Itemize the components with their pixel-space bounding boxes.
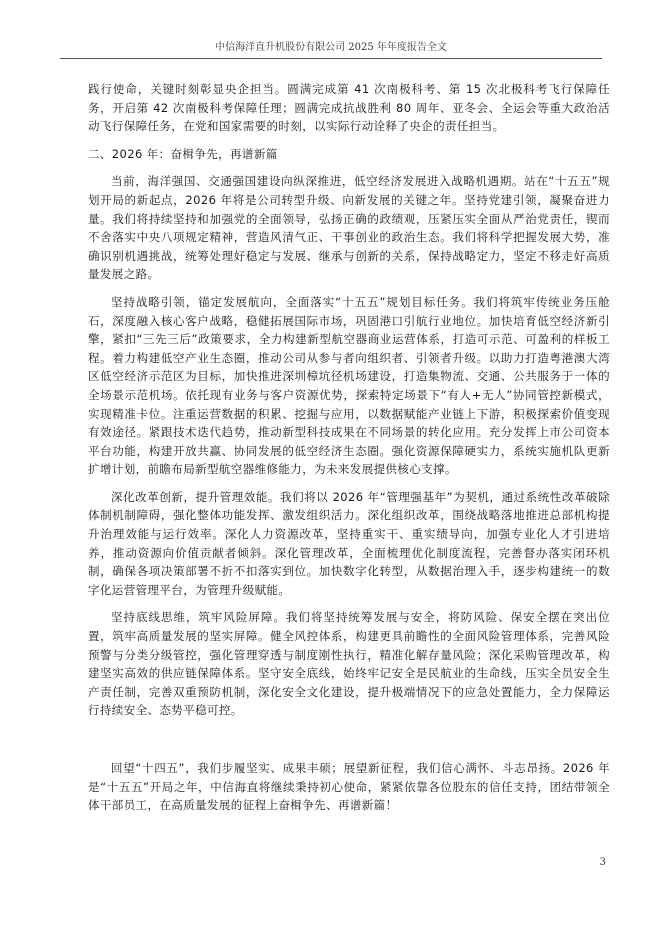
paragraph-spacer — [88, 729, 610, 759]
section-heading: 二、2026 年：奋楫争先，再谱新篇 — [88, 146, 278, 161]
paragraph-reform: 深化改革创新，提升管理效能。我们将以 2026 年“管理强基年”为契机，通过系统性改革破除体制机制障碍，强化整体功能发挥、激发组织活力。深化组织改革，围绕战略落地推进总部机构提升治理效能与运行效率。深化人力资源改革，坚持重实干、重实绩导向，加强专业化人才引进培养，推动资源向价值贡献者倾斜。深化管理改革，全面梳理优化制度流程，完善督办落实闭环机制，确保各项决策部署不折不扣落实到位。加快数字化转型，从数据治理入手，逐步构建统一的数字化运营管理平台，为管理升级赋能。 — [88, 489, 610, 597]
page-header — [60, 41, 602, 59]
page-number: 3 — [599, 857, 606, 868]
paragraph-continuation: 践行使命，关键时刻彰显央企担当。圆满完成第 41 次南极科考、第 15 次北极科考飞行保障任务，开启第 42 次南极科考保障任理；圆满完成抗战胜利 80 周年、亚冬会、全运会等重大政治活动飞行保障任务，在党和国家需要的时刻，以实际行动诠释了央企的责任担当。 — [88, 82, 610, 134]
header-title: 中信海洋直升机股份有限公司 2025 年年度报告全文 — [215, 42, 447, 53]
paragraph-current-situation: 当前，海洋强国、交通强国建设向纵深推进，低空经济发展进入战略机遇期。站在“十五五”规划开局的新起点，2026 年将是公司转型升级、向新发展的关键之年。坚持党建引领，凝聚奋进力量。我们将持续坚持和加强党的全面领导，弘扬正确的政绩观，压紧压实全面从严治党责任，锲而不舍落实中央八项规定精神，营造风清气正、干事创业的政治生态。我们将科学把握发展大势，准确识别机遇挑战，统筹处理好稳定与发展、继承与创新的关系，保持战略定力，坚定不移走好高质量发展之路。 — [88, 174, 610, 282]
paragraph-conclusion: 回望“十四五”，我们步履坚实、成果丰硕；展望新征程，我们信心满怀、斗志昂扬。2026 年是“十五五”开局之年，中信海直将继续秉持初心使命，紧紧依靠各位股东的信任支持，团结带领全体干部员工，在高质量发展的征程上奋楫争先、再谱新篇！ — [88, 761, 610, 813]
paragraph-strategy: 坚持战略引领，锚定发展航向，全面落实“十五五”规划目标任务。我们将筑牢传统业务压舱石，深度融入核心客户战略，稳健拓展国际市场，巩固港口引航行业地位。加快培育低空经济新引擎，紧扣“三先三后”政策要求，全力构建新型航空器商业运营体系，打造可示范、可盈利的样板工程。着力构建低空产业生态圈，推动公司从参与者向组织者、引领者升级。以助力打造粤港澳大湾区低空经济示范区为目标，加快推进深圳樟坑径机场建设，打造集物流、交通、公共服务于一体的全场景示范机场。依托现有业务与客户资源优势，探索特定场景下“有人+无人”协同管控新模式，实现精准卡位。注重运营数据的积累、挖掘与应用，以数据赋能产业链上下游，积极探索价值变现有效途径。紧跟技术迭代趋势，推动新型科技成果在不同场景的转化应用。充分发挥上市公司资本平台功能，构建开放共赢、协同发展的低空经济生态圈。强化资源保障硬实力，系统实施机队更新扩增计划，前瞻布局新型航空器维修能力，为未来发展提供核心支撑。 — [88, 294, 610, 477]
paragraph-risk: 坚持底线思维，筑牢风险屏障。我们将坚持统筹发展与安全，将防风险、保安全摆在突出位置，筑牢高质量发展的坚实屏障。健全风控体系，构建更具前瞻性的全面风险管理体系，完善风险预警与分类分级管控，强化管理穿透与制度刚性执行，精准化解存量风险；深化采购管理改革，构建坚实高效的供应链保障体系。坚守安全底线，始终牢记安全是民航业的生命线，压实全员安全生产责任制，完善双重预防机制，深化安全文化建设，提升极端情况下的应急处置能力，全力保障运行持续安全、态势平稳可控。 — [88, 610, 610, 718]
page-body — [88, 80, 610, 824]
